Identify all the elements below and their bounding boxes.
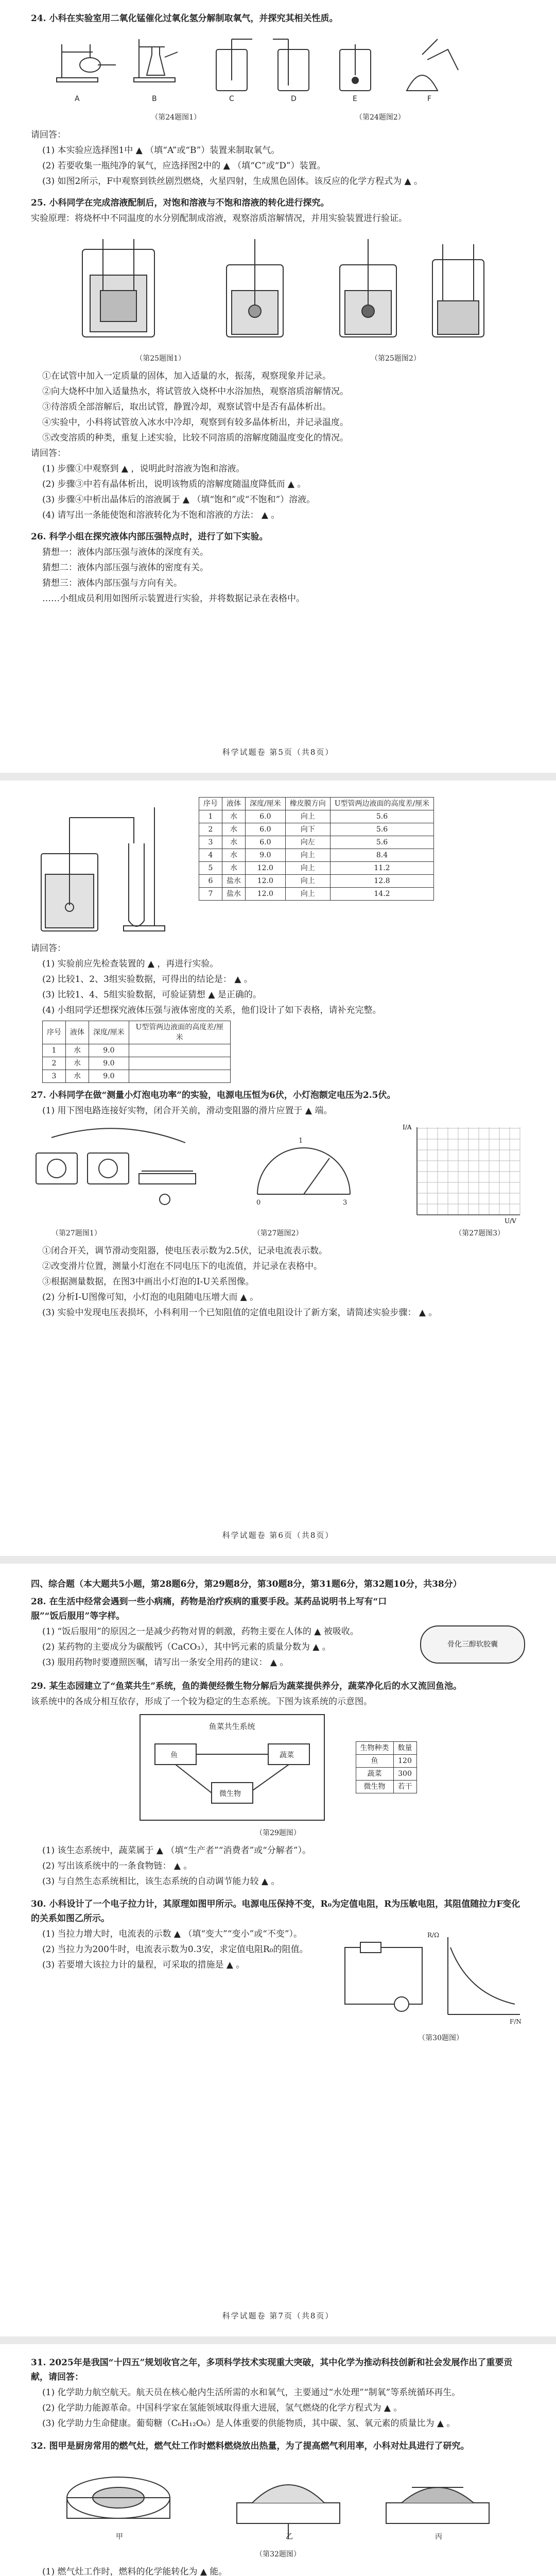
table-row: 2 水 9.0 [43, 1057, 231, 1070]
q26-hypothesis-2: 猜想二：液体内部压强与液体的密度有关。 [42, 563, 208, 573]
q26-hypothesis-3: 猜想三：液体内部压强与方向有关。 [42, 578, 182, 588]
medicine-label: 骨化三醇软胶囊 [447, 1640, 498, 1649]
q28-part2: (2) 某药物的主要成分为碳酸钙（CaCO₃），其中钙元素的质量分数为 ▲ 。 [42, 1642, 331, 1652]
design-table-26 [42, 1021, 231, 1083]
node-microbe: 微生物 [219, 1790, 241, 1798]
caption-29: （第29题图） [255, 1829, 301, 1837]
label-b: B [152, 95, 157, 103]
table-row: 7 盐水 12.0 向上 14.2 [199, 888, 434, 901]
q25-step-2: ②向大烧杯中加入适量热水，将试管放入烧杯中水浴加热，观察溶质溶解情况。 [42, 386, 349, 397]
label-c: C [229, 95, 234, 103]
medicine-capsule-image [420, 1625, 525, 1664]
question-32: 32. 图甲是厨房常用的燃气灶，燃气灶工作时燃料燃烧放出热量，为了提高燃气利用率，小科对灶具进行了研究。 [31, 2441, 470, 2451]
question-24: 24. 小科在实验室用二氧化锰催化过氧化氢分解制取氧气，并探究其相关性质。 [31, 13, 338, 24]
question-29: 29. 某生态园建立了“鱼菜共生”系统，鱼的粪便经微生物分解后为蔬菜提供养分，蔬菜净化后的水又流回鱼池。 [31, 1681, 462, 1691]
page-7 [0, 1564, 556, 2336]
force-sensor-circuit-drawing [340, 1927, 525, 2030]
caption-27-1: （第27题图1） [51, 1229, 101, 1238]
col-header: 生物种类 [356, 1742, 393, 1755]
q27-part2: (2) 分析I-U图像可知，小灯泡的电阻随电压增大而 ▲ 。 [42, 1292, 259, 1302]
page-footer: 科学试题卷 第5页（共8页） [222, 748, 334, 757]
caption-27-3: （第27题图3） [455, 1229, 505, 1238]
label-yi: 乙 [286, 2533, 293, 2541]
q25-step-1: ①在试管中加入一定质量的固体，加入适量的水，振荡，观察现象并记录。 [42, 371, 331, 381]
node-vegetable: 蔬菜 [279, 1751, 294, 1759]
q25-step-4: ④实验中，小科将试管放入冰水中冷却，观察到有较多晶体析出，并记录温度。 [42, 417, 349, 428]
q24-part3: (3) 如图2所示，F中观察到铁丝剧烈燃烧，火星四射，生成黑色固体。该反应的化学方程式为 ▲ 。 [42, 176, 423, 187]
q25-part3: (3) 步骤④中析出晶体后的溶液属于 ▲ （填“饱和”或“不饱和”）溶液。 [42, 495, 316, 505]
diagram-title: 鱼菜共生系统 [208, 1722, 255, 1731]
col-header: 数量 [393, 1742, 416, 1755]
question-26: 26. 科学小组在探究液体内部压强特点时，进行了如下实验。 [31, 532, 268, 542]
q28-part3: (3) 服用药物时要遵照医嘱，请写出一条安全用药的建议： ▲ 。 [42, 1657, 289, 1668]
section-heading-4: 四、综合题（本大题共5小题，第28题6分，第29题8分，第30题8分，第31题6分，第32题10分，共38分） [31, 1579, 462, 1589]
graph-y-label-30: R/Ω [427, 1931, 440, 1939]
label-e: E [353, 95, 357, 103]
q25-part2: (2) 步骤③中若有晶体析出，说明该物质的溶解度随温度降低而 ▲ 。 [42, 479, 306, 489]
col-header: 序号 [43, 1021, 66, 1044]
label-bing: 丙 [435, 2533, 442, 2541]
table-row: 蔬菜 300 [356, 1768, 416, 1781]
gas-stove-drawing [51, 2456, 505, 2544]
page-footer: 科学试题卷 第6页（共8页） [222, 1531, 334, 1540]
question-25: 25. 小科同学在完成溶液配制后，对饱和溶液与不饱和溶液的转化进行探究。 [31, 198, 329, 208]
answer-prompt: 请回答： [31, 130, 66, 140]
graph-x-label: U/V [505, 1217, 516, 1225]
table-row: 微生物 若干 [356, 1781, 416, 1793]
page-5 [0, 0, 556, 773]
svg-text:0: 0 [256, 1199, 261, 1207]
lab-apparatus-drawing [46, 29, 510, 106]
q26-part3: (3) 比较1、4、5组实验数据，可验证猜想 ▲ 是正确的。 [42, 990, 262, 1000]
svg-text:3: 3 [343, 1199, 348, 1207]
q32-part1: (1) 燃气灶工作时，燃料的化学能转化为 ▲ 能。 [42, 2567, 228, 2576]
q31-part2: (2) 化学助力能源革命。中国科学家在氢能领域取得重大进展，氢气燃烧的化学方程式为 ▲ 。 [42, 2403, 403, 2413]
meter-dial-drawing [247, 1122, 360, 1215]
question-28: 28. 在生活中经常会遇到一些小病痛，药物是治疗疾病的重要手段。某药品说明书上写有“口服”“饭后服用”等字样。 [31, 1597, 387, 1621]
col-header: 深度/厘米 [89, 1021, 129, 1044]
beaker-experiment-drawing [51, 229, 505, 347]
q26-part1: (1) 实验前应先检查装置的 ▲ ，再进行实验。 [42, 959, 219, 969]
q31-part3: (3) 化学助力生命健康。葡萄糖（C₆H₁₂O₆）是人体重要的供能物质，其中碳、氢、氧元素的质量比为 ▲ 。 [42, 2418, 456, 2429]
q24-part2: (2) 若要收集一瓶纯净的氧气，应选择图2中的 ▲ （填“C”或“D”）装置。 [42, 161, 326, 171]
q27-step-1: ①闭合开关，调节滑动变阻器，使电压表示数为2.5伏，记录电流表示数。 [42, 1246, 328, 1256]
q27-part3: (3) 实验中发现电压表损坏，小科利用一个已知阻值的定值电阻设计了新方案，请简述实验步骤： ▲ 。 [42, 1308, 438, 1318]
q26-part4: (4) 小组同学还想探究液体压强与液体密度的关系，他们设计了如下表格，请补充完整。 [42, 1005, 381, 1015]
q31-part1: (1) 化学助力航空航天。航天员在核心舱内生活所需的水和氧气，主要通过“水处理”“制氧”等系统循环再生。 [42, 2387, 461, 2398]
graph-x-label-30: F/N [510, 2018, 522, 2025]
table-row: 6 盐水 12.0 向上 12.8 [199, 875, 434, 888]
table-row: 鱼 120 [356, 1755, 416, 1768]
q29-part3: (3) 与自然生态系统相比，该生态系统的自动调节能力较 ▲ 。 [42, 1876, 280, 1887]
col-header: 液体 [222, 798, 246, 810]
answer-prompt: 请回答： [31, 943, 66, 954]
species-table-29 [356, 1741, 417, 1793]
col-header: U型管两边液面的高度差/厘米 [330, 798, 434, 810]
col-header: 深度/厘米 [246, 798, 286, 810]
table-row: 5 水 12.0 向上 11.2 [199, 862, 434, 875]
q27-step-3: ③根据测量数据，在图3中画出小灯泡的I-U关系图像。 [42, 1277, 254, 1287]
caption-25-2: （第25题图2） [371, 354, 421, 363]
q29-intro: 该系统中的各成分相互依存，形成了一个较为稳定的生态系统。下图为该系统的示意图。 [31, 1697, 372, 1707]
page-8 [0, 2344, 556, 2576]
caption-25-1: （第25题图1） [135, 354, 185, 363]
label-jia: 甲 [116, 2533, 123, 2541]
iu-graph-grid [402, 1122, 525, 1225]
table-row: 1 水 6.0 向上 5.6 [199, 810, 434, 823]
table-row: 1 水 9.0 [43, 1044, 231, 1057]
q25-step-5: ⑤改变溶质的种类，重复上述实验，比较不同溶质的溶解度随温度变化的情况。 [42, 433, 349, 443]
col-header: 序号 [199, 798, 222, 810]
label-d: D [291, 95, 297, 103]
graph-y-label: I/A [403, 1124, 412, 1131]
q27-part1: (1) 用下图电路连接好实物，闭合开关前，滑动变阻器的滑片应置于 ▲ 端。 [42, 1106, 333, 1116]
caption-24-1: （第24题图1） [151, 113, 201, 122]
ecosystem-diagram [140, 1714, 325, 1821]
caption-30: （第30题图） [418, 2034, 463, 2042]
caption-27-2: （第27题图2） [253, 1229, 303, 1238]
u-tube-apparatus-drawing [31, 797, 185, 941]
table-row: 2 水 6.0 向下 5.6 [199, 823, 434, 836]
circuit-kit-drawing [31, 1122, 206, 1215]
q29-part2: (2) 写出该系统中的一条食物链： ▲ 。 [42, 1861, 193, 1871]
figure-25 [31, 229, 525, 347]
answer-prompt-25: 请回答： [31, 448, 66, 459]
col-header: 液体 [66, 1021, 89, 1044]
q24-part1: (1) 本实验应选择图1中 ▲ （填“A”或“B”）装置来制取氧气。 [42, 145, 280, 156]
q26-hypothesis-1: 猜想一：液体内部压强与液体的深度有关。 [42, 547, 208, 557]
q30-part2: (2) 当拉力为200牛时，电流表示数为0.3安，求定值电阻R₀的阻值。 [42, 1944, 308, 1955]
question-27: 27. 小科同学在做“测量小灯泡电功率”的实验，电源电压恒为6伏，小灯泡额定电压为2.5伏。 [31, 1090, 396, 1100]
q30-part3: (3) 若要增大该拉力计的量程，可采取的措施是 ▲ 。 [42, 1960, 245, 1970]
col-header: 橡皮膜方向 [285, 798, 330, 810]
page-footer: 科学试题卷 第7页（共8页） [222, 2311, 334, 2320]
q25-intro: 实验原理：将烧杯中不同温度的水分别配制成溶液，观察溶质溶解情况，并用实验装置进行验证。 [31, 213, 407, 224]
q25-step-3: ③待溶质全部溶解后，取出试管，静置冷却，观察试管中是否有晶体析出。 [42, 402, 331, 412]
table-row: 4 水 9.0 向上 8.4 [199, 849, 434, 862]
q26-end: ……小组成员利用如图所示装置进行实验，并将数据记录在表格中。 [42, 594, 305, 604]
svg-text:1: 1 [299, 1137, 303, 1145]
q25-part1: (1) 步骤①中观察到 ▲ ，说明此时溶液为饱和溶液。 [42, 464, 245, 474]
question-31: 31. 2025年是我国“十四五”规划收官之年，多项科学技术实现重大突破，其中化学为推动科技创新和社会发展作出了重要贡献，请回答： [31, 2358, 513, 2382]
node-fish: 鱼 [170, 1751, 178, 1759]
q27-step-2: ②改变滑片位置，测量小灯泡在不同电压下的电流值，并记录在表格中。 [42, 1261, 322, 1272]
q29-part1: (1) 该生态系统中，蔬菜属于 ▲ （填“生产者”“消费者”或“分解者”）。 [42, 1845, 311, 1856]
q25-part4: (4) 请写出一条能使饱和溶液转化为不饱和溶液的方法： ▲ 。 [42, 510, 280, 520]
label-f: F [427, 95, 432, 103]
q30-part1: (1) 当拉力增大时，电流表的示数 ▲ （填“变大”“变小”或“不变”）。 [42, 1929, 303, 1939]
table-row: 3 水 9.0 [43, 1070, 231, 1083]
page-6 [0, 781, 556, 1556]
label-a: A [75, 95, 80, 103]
figure-24 [31, 29, 525, 106]
caption-24-2: （第24题图2） [355, 113, 405, 122]
question-30: 30. 小科设计了一个电子拉力计，其原理如图甲所示。电源电压保持不变，R₀为定值电阻，R为压敏电阻，其阻值随拉力F变化的关系如图乙所示。 [31, 1899, 520, 1924]
figure-32 [31, 2456, 525, 2544]
table-row: 3 水 6.0 向左 5.6 [199, 836, 434, 849]
q28-part1: (1) “饭后服用”的原因之一是减少药物对胃的刺激，药物主要在人体的 ▲ 被吸收。 [42, 1626, 359, 1637]
ecosystem-cycle-drawing [145, 1734, 320, 1811]
col-header: U型管两边液面的高度差/厘米 [129, 1021, 230, 1044]
data-table-26 [199, 797, 434, 901]
caption-32: （第32题图） [255, 2550, 301, 2558]
q26-part2: (2) 比较1、2、3组实验数据，可得出的结论是： ▲ 。 [42, 974, 253, 985]
